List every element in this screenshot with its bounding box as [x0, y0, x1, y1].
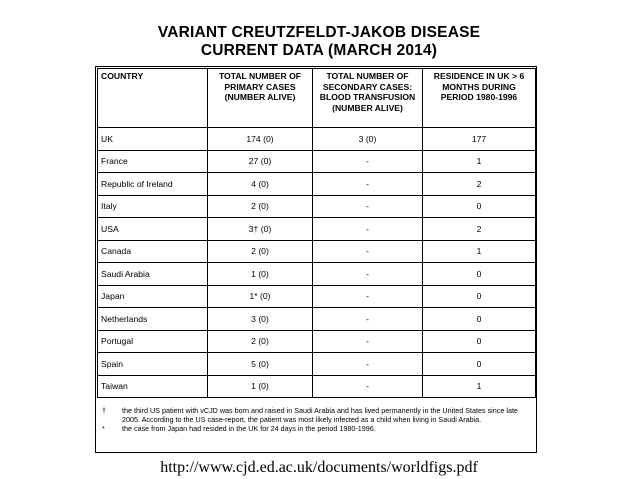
secondary-cell: -	[313, 285, 423, 308]
table-row	[98, 195, 536, 218]
footnote-text: the case from Japan had resided in the UK for 24 days in the period 1980-1996.	[122, 424, 376, 434]
table-row	[98, 375, 536, 398]
primary-cell: 3† (0)	[208, 218, 313, 241]
country-cell: Japan	[98, 285, 208, 308]
residence-cell: 177	[423, 128, 536, 151]
header-secondary-cases: TOTAL NUMBER OF SECONDARY CASES: BLOOD TRANSFUSION (NUMBER ALIVE)	[313, 69, 423, 128]
secondary-cell: 3 (0)	[313, 128, 423, 151]
primary-cell: 1 (0)	[208, 263, 313, 286]
footnotes	[102, 406, 532, 434]
primary-cell: 5 (0)	[208, 353, 313, 376]
residence-cell: 0	[423, 308, 536, 331]
residence-cell: 0	[423, 195, 536, 218]
residence-cell: 2	[423, 218, 536, 241]
table-row	[98, 308, 536, 331]
footnote-dagger	[102, 406, 532, 424]
country-cell: USA	[98, 218, 208, 241]
primary-cell: 2 (0)	[208, 240, 313, 263]
secondary-cell: -	[313, 240, 423, 263]
footnote-symbol: †	[102, 406, 106, 415]
table-row	[98, 150, 536, 173]
country-cell: Spain	[98, 353, 208, 376]
secondary-cell: -	[313, 150, 423, 173]
country-cell: Republic of Ireland	[98, 173, 208, 196]
country-cell: Taiwan	[98, 375, 208, 398]
title-line-1: VARIANT CREUTZFELDT-JAKOB DISEASE	[157, 24, 481, 41]
header-primary-cases: TOTAL NUMBER OF PRIMARY CASES (NUMBER ALIVE)	[208, 69, 313, 128]
table-row	[98, 263, 536, 286]
country-cell: Portugal	[98, 330, 208, 353]
country-cell: Netherlands	[98, 308, 208, 331]
country-cell: UK	[98, 128, 208, 151]
residence-cell: 0	[423, 330, 536, 353]
secondary-cell: -	[313, 375, 423, 398]
footnote-symbol: *	[102, 424, 105, 434]
primary-cell: 2 (0)	[208, 195, 313, 218]
source-url: http://www.cjd.ed.ac.uk/documents/worldfigs.pdf	[160, 459, 478, 476]
primary-cell: 174 (0)	[208, 128, 313, 151]
secondary-cell: -	[313, 263, 423, 286]
residence-cell: 1	[423, 240, 536, 263]
residence-cell: 2	[423, 173, 536, 196]
cjd-data-table	[97, 68, 536, 398]
primary-cell: 3 (0)	[208, 308, 313, 331]
secondary-cell: -	[313, 173, 423, 196]
country-cell: France	[98, 150, 208, 173]
table-row	[98, 218, 536, 241]
footnote-asterisk	[102, 424, 532, 433]
residence-cell: 0	[423, 263, 536, 286]
table-header-row	[98, 69, 536, 128]
primary-cell: 1 (0)	[208, 375, 313, 398]
country-cell: Canada	[98, 240, 208, 263]
residence-cell: 1	[423, 375, 536, 398]
secondary-cell: -	[313, 218, 423, 241]
residence-cell: 0	[423, 285, 536, 308]
title-line-2: CURRENT DATA (MARCH 2014)	[200, 42, 438, 59]
secondary-cell: -	[313, 308, 423, 331]
table-row	[98, 173, 536, 196]
country-cell: Saudi Arabia	[98, 263, 208, 286]
table-row	[98, 240, 536, 263]
residence-cell: 0	[423, 353, 536, 376]
table-row	[98, 128, 536, 151]
table-row	[98, 353, 536, 376]
country-cell: Italy	[98, 195, 208, 218]
footnote-text: the third US patient with vCJD was born and raised in Saudi Arabia and has lived permanently in the United States since late 2005. According to the US case-report, the patient was most likely infected as a child when living in Saudi Arabia.	[122, 406, 518, 425]
table-row	[98, 330, 536, 353]
header-uk-residence: RESIDENCE IN UK > 6 MONTHS DURING PERIOD 1980-1996	[423, 69, 536, 128]
primary-cell: 4 (0)	[208, 173, 313, 196]
secondary-cell: -	[313, 195, 423, 218]
secondary-cell: -	[313, 353, 423, 376]
primary-cell: 2 (0)	[208, 330, 313, 353]
primary-cell: 27 (0)	[208, 150, 313, 173]
residence-cell: 1	[423, 150, 536, 173]
table-row	[98, 285, 536, 308]
header-country: COUNTRY	[98, 69, 208, 128]
primary-cell: 1* (0)	[208, 285, 313, 308]
secondary-cell: -	[313, 330, 423, 353]
